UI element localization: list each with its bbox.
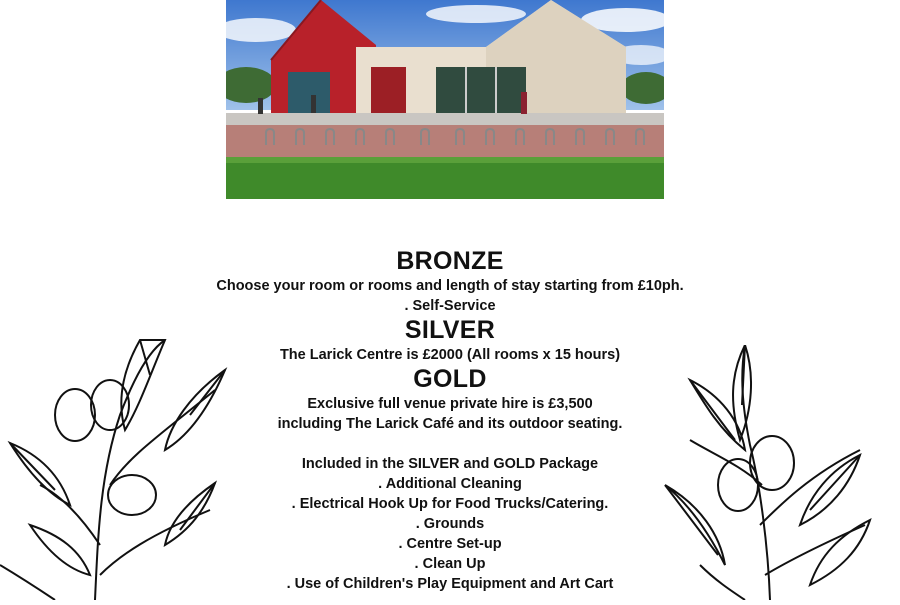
included-item: . Clean Up <box>414 556 486 572</box>
included-item: . Electrical Hook Up for Food Trucks/Catering. <box>291 496 609 512</box>
package-list <box>150 247 750 594</box>
bronze-line: Choose your room or rooms and length of stay starting from £10ph. <box>216 278 684 294</box>
included-item: . Additional Cleaning <box>378 476 522 492</box>
venue-photo <box>226 0 664 199</box>
included-item: . Centre Set-up <box>398 536 502 552</box>
included-item: . Grounds <box>415 516 485 532</box>
silver-title: SILVER <box>404 316 496 344</box>
gold-title: GOLD <box>413 365 487 393</box>
gold-line: Exclusive full venue private hire is £3,500 <box>307 396 593 412</box>
gold-line: including The Larick Café and its outdoor seating. <box>277 416 623 432</box>
included-heading: Included in the SILVER and GOLD Package <box>301 456 599 472</box>
included-item: . Use of Children's Play Equipment and Art Cart <box>286 576 614 592</box>
bronze-line: . Self-Service <box>404 298 496 314</box>
bronze-title: BRONZE <box>396 247 504 275</box>
spacer <box>150 434 750 454</box>
silver-line: The Larick Centre is £2000 (All rooms x 15 hours) <box>279 347 621 363</box>
